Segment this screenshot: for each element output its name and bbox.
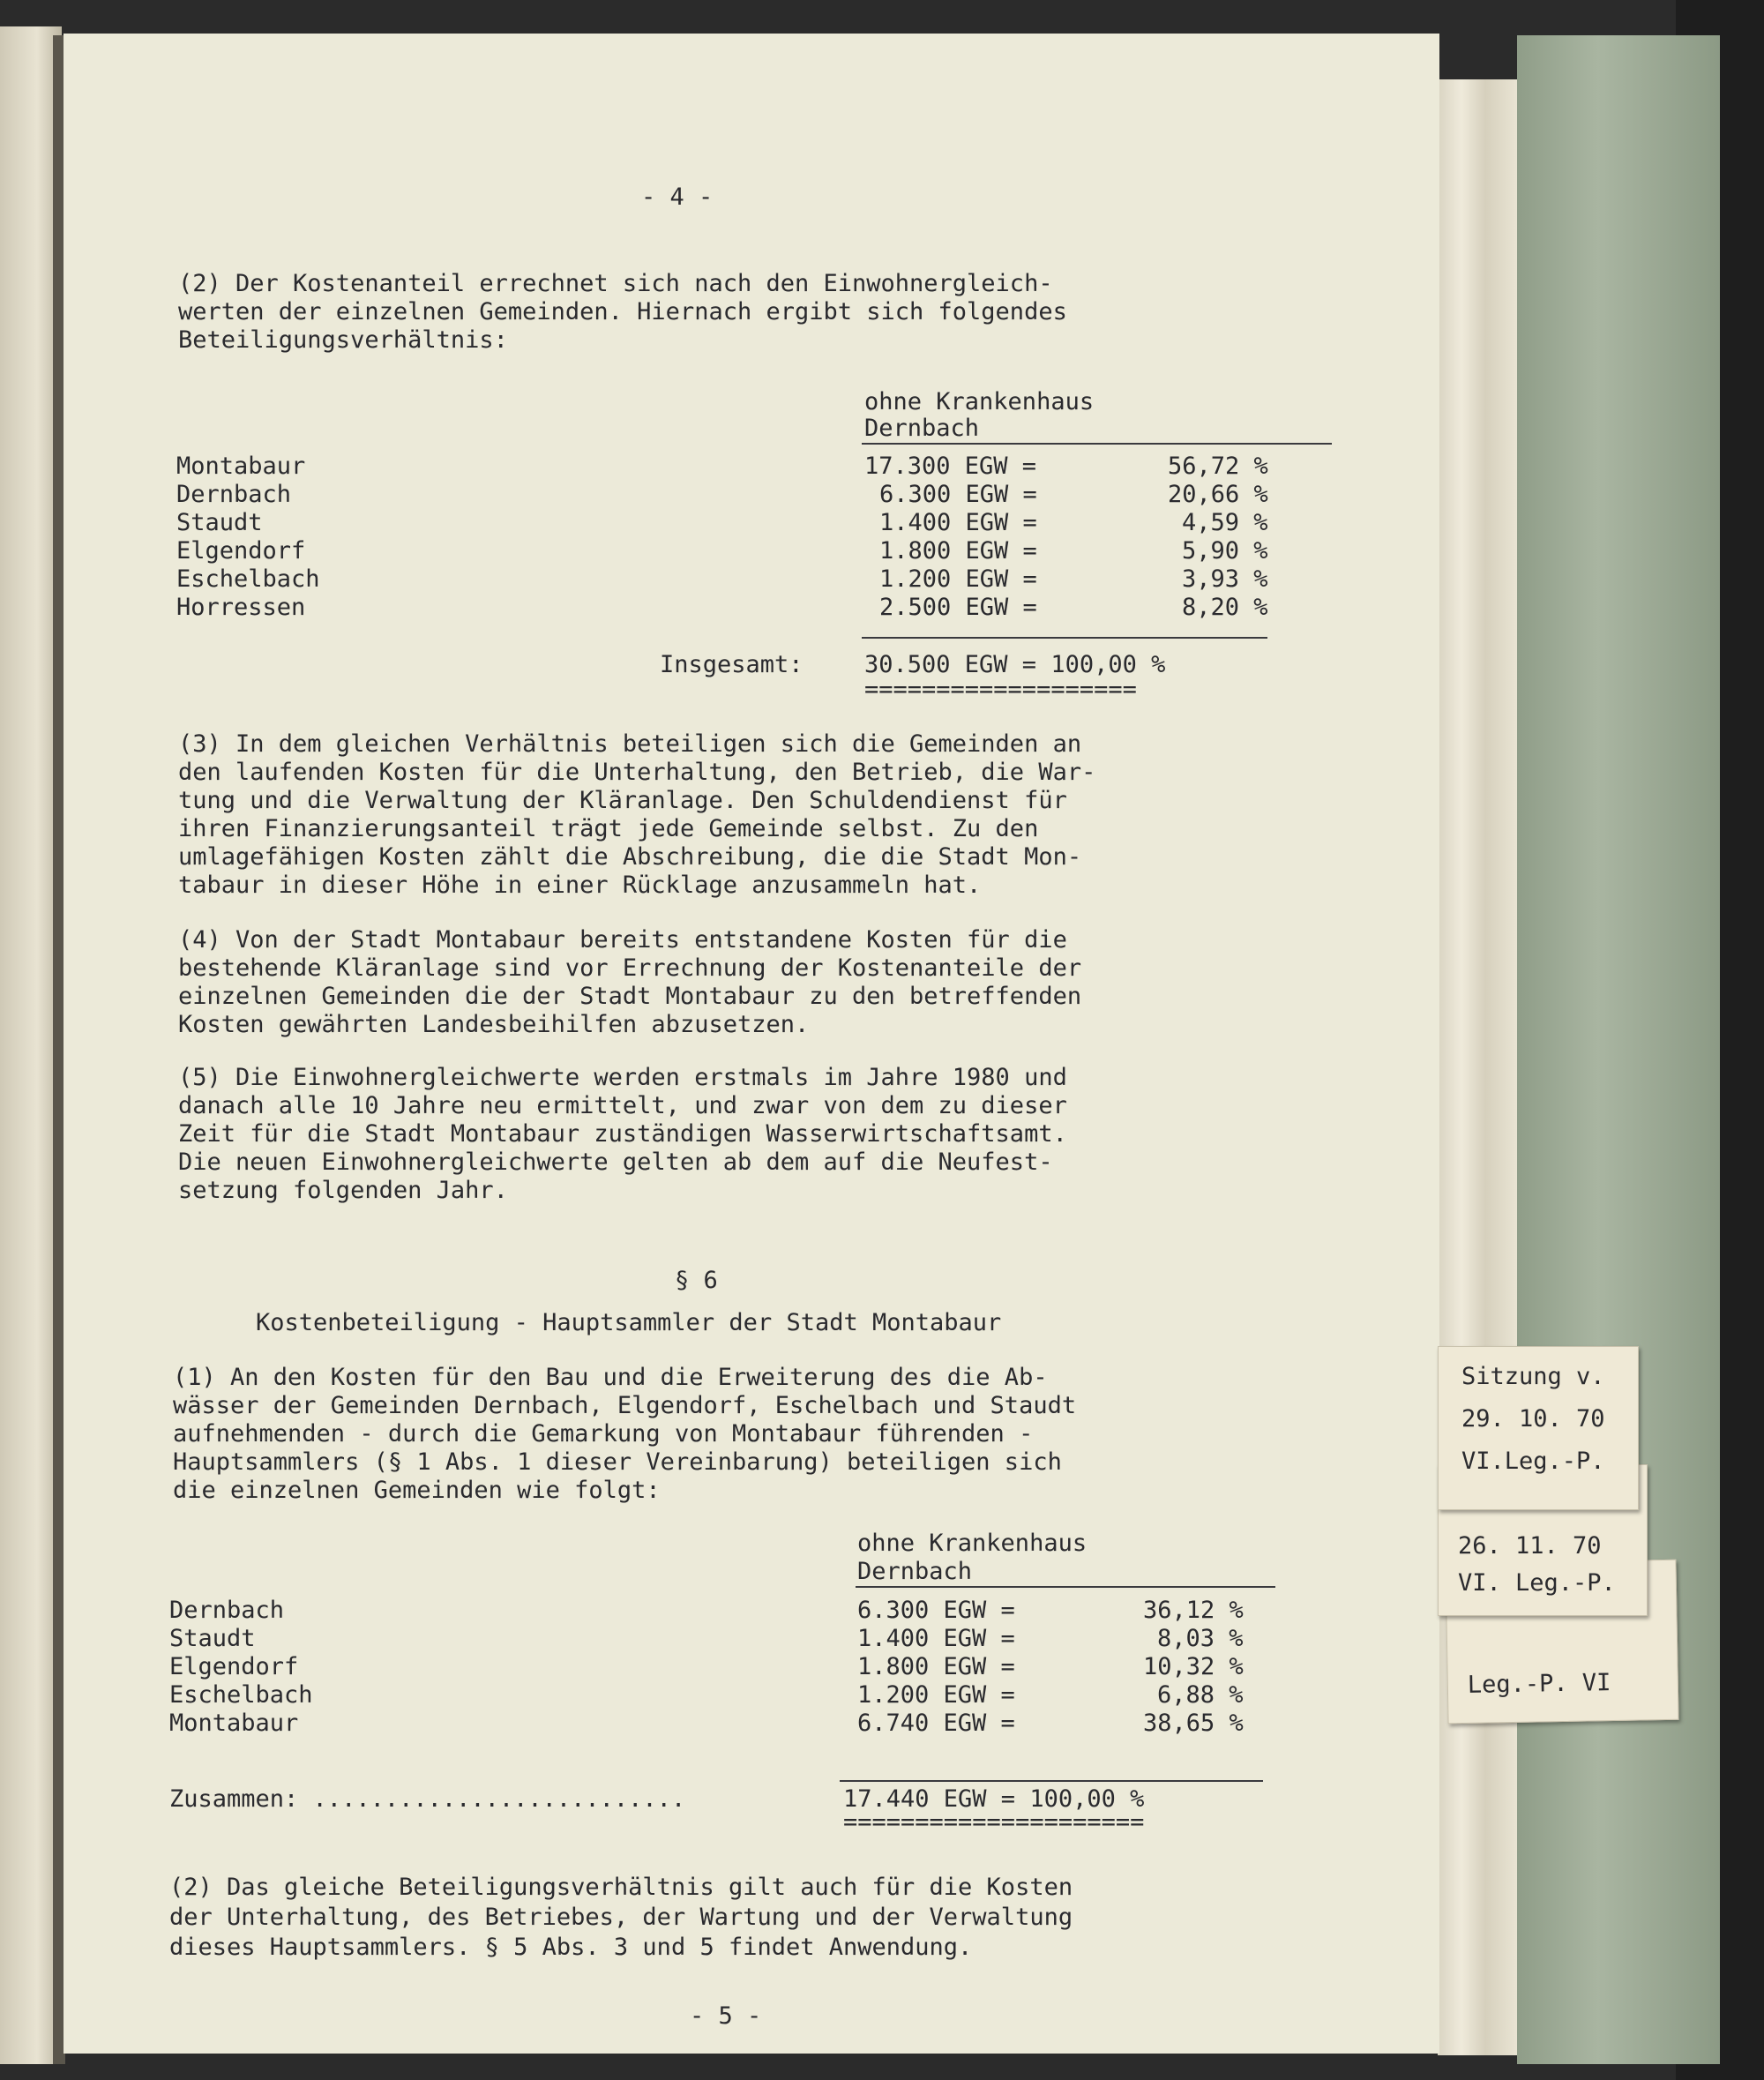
text-line: Zeit für die Stadt Montabaur zuständigen Wasserwirtschaftsamt. <box>178 1120 1067 1148</box>
row-pct: 10,32 % <box>1143 1653 1244 1680</box>
sum-rule <box>862 637 1267 639</box>
row-pct: 5,90 % <box>1182 537 1268 565</box>
binder-cover <box>1517 35 1720 2064</box>
row-name: Dernbach <box>176 481 292 508</box>
text-line: einzelnen Gemeinden die der Stadt Montabaur zu den betreffenden <box>178 983 1082 1010</box>
row-egw: 1.200 EGW = <box>879 565 1037 593</box>
table-row <box>176 537 1323 565</box>
tab-text: 26. 11. 70 <box>1458 1532 1602 1560</box>
header-rule <box>856 1586 1275 1588</box>
tab-text: 29. 10. 70 <box>1461 1405 1605 1433</box>
page-number-bottom: - 5 - <box>690 2002 762 2030</box>
table-header: Dernbach <box>857 1558 973 1585</box>
sum-rule <box>840 1780 1263 1782</box>
text-line: tung und die Verwaltung der Kläranlage. Den Schuldendienst für <box>178 787 1067 814</box>
row-name: Horressen <box>176 594 306 621</box>
table-row <box>169 1653 1316 1681</box>
row-name: Staudt <box>176 509 263 536</box>
table-row <box>176 565 1323 594</box>
row-pct: 6,88 % <box>1157 1681 1244 1709</box>
table-rows <box>169 1597 1316 1747</box>
text-line: (2) Das gleiche Beteiligungsverhältnis gilt auch für die Kosten <box>169 1874 1073 1901</box>
text-line: Hauptsammlers (§ 1 Abs. 1 dieser Vereinbarung) beteiligen sich <box>173 1448 1062 1476</box>
row-name: Elgendorf <box>169 1653 299 1680</box>
tab-text: Sitzung v. <box>1461 1363 1605 1390</box>
row-egw: 2.500 EGW = <box>879 594 1037 621</box>
row-pct: 38,65 % <box>1143 1710 1244 1737</box>
row-egw: 1.400 EGW = <box>879 509 1037 536</box>
row-pct: 56,72 % <box>1168 453 1268 480</box>
row-egw: 1.400 EGW = <box>857 1625 1015 1652</box>
table-header: ohne Krankenhaus <box>864 388 1095 415</box>
tab-text: VI.Leg.-P. <box>1461 1448 1605 1475</box>
text-line: die einzelnen Gemeinden wie folgt: <box>173 1477 661 1504</box>
section-title: Kostenbeteiligung - Hauptsammler der Stadt Montabaur <box>256 1309 1002 1336</box>
row-pct: 4,59 % <box>1182 509 1268 536</box>
text-line: aufnehmenden - durch die Gemarkung von Montabaur führenden - <box>173 1420 1034 1448</box>
text-line: ihren Finanzierungsanteil trägt jede Gemeinde selbst. Zu den <box>178 815 1039 842</box>
row-name: Dernbach <box>169 1597 285 1624</box>
text-line: bestehende Kläranlage sind vor Errechnung der Kostenanteile der <box>178 954 1082 982</box>
row-pct: 36,12 % <box>1143 1597 1244 1624</box>
tab-text: Leg.-P. VI <box>1467 1669 1611 1699</box>
row-egw: 17.300 EGW = <box>864 453 1037 480</box>
table-header: ohne Krankenhaus <box>857 1530 1088 1557</box>
row-pct: 8,03 % <box>1157 1625 1244 1652</box>
row-egw: 6.740 EGW = <box>857 1710 1015 1737</box>
page-number-top: - 4 - <box>641 183 714 211</box>
text-line: Die neuen Einwohnergleichwerte gelten ab dem auf die Neufest- <box>178 1148 1053 1176</box>
row-pct: 8,20 % <box>1182 594 1268 621</box>
text-line: Beteiligungsverhältnis: <box>178 326 508 354</box>
text-line: Kosten gewährten Landesbeihilfen abzusetzen. <box>178 1011 810 1038</box>
table-row <box>169 1597 1316 1625</box>
text-line: (3) In dem gleichen Verhältnis beteiligen sich die Gemeinden an <box>178 730 1082 758</box>
row-name: Montabaur <box>176 453 306 480</box>
row-pct: 20,66 % <box>1168 481 1268 508</box>
table-row <box>176 481 1323 509</box>
table-row <box>169 1681 1316 1710</box>
text-line: setzung folgenden Jahr. <box>178 1177 508 1204</box>
double-rule: =================== <box>864 676 1137 703</box>
index-tab[interactable] <box>1438 1346 1639 1510</box>
page-stack-edge <box>1438 79 1517 2055</box>
double-rule: ===================== <box>843 1808 1145 1836</box>
row-egw: 6.300 EGW = <box>879 481 1037 508</box>
row-pct: 3,93 % <box>1182 565 1268 593</box>
row-name: Montabaur <box>169 1710 299 1737</box>
text-line: tabaur in dieser Höhe in einer Rücklage anzusammeln hat. <box>178 872 982 899</box>
table-row <box>169 1625 1316 1653</box>
table-row <box>176 509 1323 537</box>
table-rows <box>176 453 1323 629</box>
header-rule <box>862 443 1332 445</box>
section-heading: § 6 <box>675 1267 718 1294</box>
text-line: werten der einzelnen Gemeinden. Hiernach ergibt sich folgendes <box>178 298 1067 325</box>
text-line: wässer der Gemeinden Dernbach, Elgendorf, Eschelbach und Staudt <box>173 1392 1077 1419</box>
text-line: umlagefähigen Kosten zählt die Abschreibung, die die Stadt Mon- <box>178 843 1082 871</box>
text-line: (2) Der Kostenanteil errechnet sich nach den Einwohnergleich- <box>178 270 1053 297</box>
text-line: dieses Hauptsammlers. § 5 Abs. 3 und 5 findet Anwendung. <box>169 1934 973 1961</box>
total-value: 30.500 EGW = 100,00 % <box>864 651 1166 678</box>
table-row <box>176 594 1323 622</box>
document-page <box>64 34 1439 2054</box>
text-line: der Unterhaltung, des Betriebes, der Wartung und der Verwaltung <box>169 1904 1073 1931</box>
text-line: den laufenden Kosten für die Unterhaltung, den Betrieb, die War- <box>178 759 1096 786</box>
text-line: (1) An den Kosten für den Bau und die Erweiterung des die Ab- <box>173 1364 1048 1391</box>
total-label: Insgesamt: <box>660 651 804 678</box>
row-name: Elgendorf <box>176 537 306 565</box>
row-name: Staudt <box>169 1625 256 1652</box>
table-row <box>176 453 1323 481</box>
total-label: Zusammen: .......................... <box>169 1785 686 1813</box>
table-header: Dernbach <box>864 415 980 442</box>
text-line: (4) Von der Stadt Montabaur bereits entstandene Kosten für die <box>178 926 1067 954</box>
row-egw: 1.800 EGW = <box>857 1653 1015 1680</box>
row-egw: 6.300 EGW = <box>857 1597 1015 1624</box>
row-egw: 1.200 EGW = <box>857 1681 1015 1709</box>
table-row <box>169 1710 1316 1738</box>
total-value: 17.440 EGW = 100,00 % <box>843 1785 1145 1813</box>
row-egw: 1.800 EGW = <box>879 537 1037 565</box>
row-name: Eschelbach <box>169 1681 313 1709</box>
text-line: danach alle 10 Jahre neu ermittelt, und zwar von dem zu dieser <box>178 1092 1067 1119</box>
tab-text: VI. Leg.-P. <box>1458 1569 1616 1597</box>
row-name: Eschelbach <box>176 565 320 593</box>
text-line: (5) Die Einwohnergleichwerte werden erstmals im Jahre 1980 und <box>178 1064 1067 1091</box>
